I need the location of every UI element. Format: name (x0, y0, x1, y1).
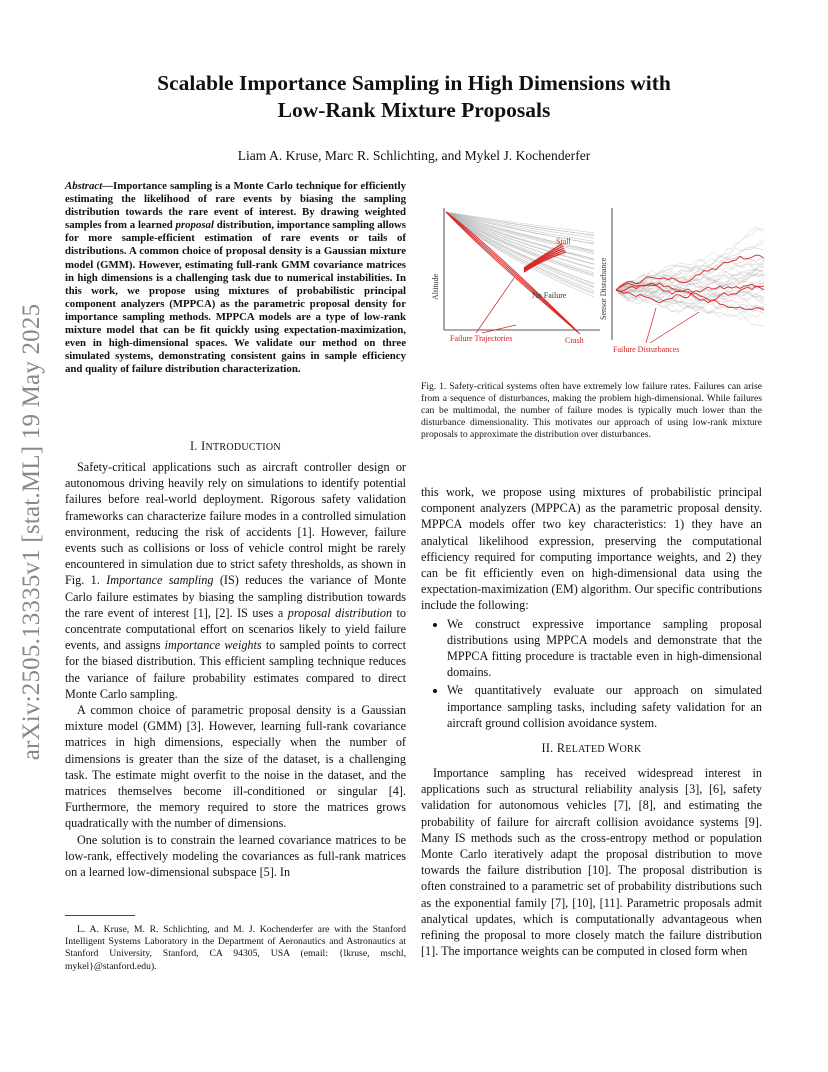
section-rest: ELATED (565, 744, 608, 755)
right-column-body (421, 484, 762, 733)
arxiv-stamp (12, 282, 52, 782)
related-work-paragraph: Importance sampling has received widespread interest in applications such as structural reliability analysis [3], [6], safety validation for autonomous vehicles [7], [8], and estimating the probability of failure for aircraft collision avoidance systems [9]. Many IS methods such as the cross-entropy method or population Monte Carlo iteratively adapt the proposal distribution to move towards the failure distribution [10]. The proposal distribution is often constrained to a parametric set of probability distributions such as the exponential family [7], [10], [11]. Parametric proposals admit analytical updates, which is computationally advantageous when refining the proposal to more closely match the failure distribution [1]. The importance weights can be computed in closed form when (421, 766, 762, 959)
failure-trajectories-label: Failure Trajectories (450, 334, 513, 343)
contribution-list (421, 616, 762, 731)
right-ylabel: Sensor Disturbance (599, 257, 608, 320)
title-line-1: Scalable Importance Sampling in High Dimensions with (157, 71, 671, 95)
section-initial: R (556, 741, 566, 755)
intro-paragraph-1: Safety-critical applications such as aircraft controller design or autonomous driving heavily rely on simulations to identify potential failures before real-world deployment. Rigorous safety validation frameworks can characterize failure modes in a controlled simulation environment, reducing the risk of accidents [1]. However, failure events such as collisions or loss of vehicle control might be rarely encountered in simulation due to strict safety thresholds, as shown in Fig. 1. Importance sampling (IS) reduces the variance of Monte Carlo failure estimates by biasing the sampling distribution towards the rare event of interest [1], [2]. IS uses a proposal distribution to concentrate computational effort on scenarios likely to yield failure events, and assigns importance weights to sampled points to correct for the biased distribution. This efficient sampling technique reduces the variance of failure probability estimates compared to direct Monte Carlo sampling. (65, 460, 407, 701)
section-number: I. (190, 439, 202, 453)
introduction-body (65, 459, 406, 880)
contribution-paragraph: this work, we propose using mixtures of probabilistic principal component analyzers (MPPCA) as the parametric proposal density. MPPCA models offer two key characteristics: 1) they have an analytical likelihood expression, preserving the computational efficiency required for computing importance weights, and 2) they can be fit efficiently even on high-dimensional data using the expectation-maximization (EM) algorithm. Our specific contributions include the following: (421, 485, 762, 613)
footnote-rule (65, 915, 135, 916)
abstract-text-cont: distribution, importance sampling allows for more sample-efficient estimation of rare events or tails of distributions. A common choice of proposal density is a Gaussian mixture model (GMM). However, estimating full-rank GMM covariance matrices in high dimensions is a challenging task due to numerical instabilities. In this work, we propose using mixtures of probabilistic principal component analyzers (MPPCA) as the parametric proposal density for importance sampling methods. MPPCA models are a type of low-rank mixture model that can be fit quickly using expectation-maximization, even in high-dimensional spaces. We validate our method on three simulated systems, demonstrating consistent gains in sample efficiency and quality of failure distribution characterization. (65, 219, 406, 376)
emphasis-importance-weights: importance weights (164, 638, 262, 653)
nominal-trajectories (446, 212, 594, 297)
section-initial: W (607, 741, 620, 755)
intro-paragraph-2: A common choice of parametric proposal density is a Gaussian mixture model (GMM) [3]. However, learning full-rank covariance matrices in high dimensions, especially when the number of dimensions is greater than the size of the dataset, is a challenging task. The estimate might overfit to the noise in the dataset, and the matrices themselves become ill-conditioned or singular [4]. Furthermore, the memory required to store the matrices grows quadratically with the number of dimensions. (65, 703, 406, 831)
failure-pointer-2 (482, 325, 516, 333)
disturbance-pointer-1 (646, 308, 656, 343)
figure-1-graphic (424, 200, 766, 360)
arxiv-identifier: arXiv:2505.13335v1 [stat.ML] 19 May 2025 (18, 303, 45, 761)
emphasis-importance-sampling: Importance sampling (106, 573, 214, 588)
contribution-item: • We construct expressive importance sampling proposal distributions using MPPCA models and demonstrate that the MPPCA fitting procedure is tractable even in high-dimensional domains. (447, 616, 762, 681)
figure-1 (424, 200, 766, 360)
failure-pointer-1 (476, 278, 514, 333)
section-rest: NTRODUCTION (205, 442, 281, 453)
author-list: Liam A. Kruse, Marc R. Schlichting, and Mykel J. Kochenderfer (237, 148, 591, 163)
abstract (65, 180, 406, 376)
crash-label: Crash (565, 336, 584, 345)
paper-title (60, 70, 768, 124)
related-work-body (421, 765, 762, 959)
abstract-text: —Importance sampling is a Monte Carlo technique for efficiently estimating the likelihood of rare events by biasing the sampling distribution towards the rare event of interest. By drawing weighted samples from a learned (65, 180, 406, 232)
emphasis-proposal-distribution: proposal distribution (287, 605, 393, 620)
stall-label: Stall (556, 237, 571, 246)
abstract-label: Abstract (65, 180, 103, 192)
nominal-disturbances (616, 227, 764, 326)
section-heading-introduction (65, 439, 406, 454)
section-rest: ORK (619, 744, 642, 755)
section-heading-related-work (421, 741, 762, 756)
section-initial: I (201, 439, 206, 453)
title-line-2: Low-Rank Mixture Proposals (277, 98, 551, 122)
left-ylabel: Altitude (431, 273, 440, 300)
failure-disturbances-label: Failure Disturbances (613, 345, 680, 354)
figure-caption: Fig. 1. Safety-critical systems often have extremely low failure rates. Failures can arise from a sequence of disturbances, making the problem high-dimensional. While failures can be multimodal, the number of failure modes is typically much lower than the disturbance dimensionality. This motivates our approach of using low-rank mixture proposals to approximate the distribution over disturbances. (421, 381, 762, 440)
intro-paragraph-3: One solution is to constrain the learned covariance matrices to be low-rank, effectively modeling the covariances as full-rank matrices on a learned low-dimensional subspace [5]. In (65, 832, 406, 880)
disturbance-pointer-2 (650, 312, 699, 343)
section-number: II. (541, 741, 557, 755)
contribution-item: • We quantitatively evaluate our approach on simulated importance sampling tasks, including safety validation for an aircraft ground collision avoidance system. (447, 682, 762, 731)
no-failure-label: No Failure (532, 291, 567, 300)
footnote: L. A. Kruse, M. R. Schlichting, and M. J. Kochenderfer are with the Stanford Intelligent Systems Laboratory in the Department of Aeronautics and Astronautics at Stanford University, Stanford, CA 94305, USA (email: {lkruse, mschl, mykel}@stanford.edu). (65, 924, 406, 972)
abstract-emphasis: proposal (175, 219, 214, 232)
